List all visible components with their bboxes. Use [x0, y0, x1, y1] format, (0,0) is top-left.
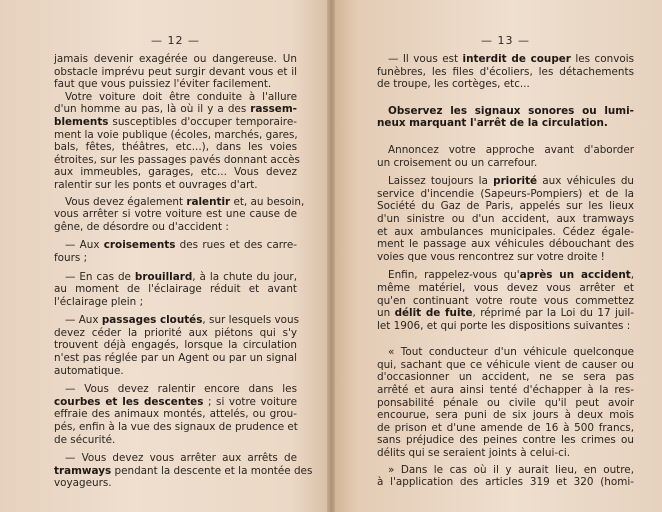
heading-line: Observez les signaux sonores ou lumi- [388, 104, 634, 117]
text-line [377, 307, 634, 320]
text-line: voyageurs. [54, 477, 112, 490]
text-run: — Aux [65, 314, 102, 327]
paragraph-left-1 [54, 53, 297, 91]
paragraph-right-6 [377, 464, 634, 489]
paragraph-right-2 [377, 144, 634, 169]
bold-term: croisements [103, 239, 176, 252]
text-line: » Dans le cas où il y aurait lieu, en outre, [388, 463, 634, 476]
text-line: même matériel, vous devez vous arrêter et [377, 281, 634, 294]
text-line: qui, sachant que ce véhicule vient de causer ou [377, 358, 634, 371]
text-line: — Vous devez vous arrêter aux arrêts de [65, 452, 297, 465]
law-quote [377, 346, 634, 459]
text-line: gêne, de désordre ou d'accident : [54, 220, 229, 233]
text-line: de troupe, les cortèges, etc... [377, 78, 530, 91]
text-line: Annoncez votre approche avant d'aborder [388, 143, 634, 156]
text-run: Enfin, rappelez-vous qu' [388, 269, 520, 282]
bold-term: priorité [493, 175, 538, 188]
text-line: let 1906, et qui porte les dispositions suivantes : [377, 319, 631, 332]
paragraph-right-4 [377, 269, 634, 332]
text-line: trouvent déjà engagés, lorsque la circulation [54, 339, 297, 352]
bold-term: après un accident [519, 269, 631, 282]
text-line: ment la voie publique (écoles, marchés, gares, [54, 128, 298, 141]
text-run: , sur lesquels vous [202, 314, 299, 327]
text-line: automatique. [54, 364, 124, 377]
text-line [54, 103, 297, 116]
text-line: ralentir sur les ponts et ouvrages d'art. [54, 178, 258, 191]
paragraph-left-8 [54, 452, 313, 490]
text-line: aux immeubles, garages, etc... Vous devez [54, 166, 297, 179]
text-line: étroites, sur les passages pavés donnant accès [54, 153, 300, 166]
text-line: ment le passage aux véhicules débouchant des [377, 238, 634, 251]
text-line [54, 396, 297, 409]
bold-term: brouillard [134, 270, 193, 283]
text-line [54, 314, 297, 327]
text-run: des rues et des carre- [175, 239, 297, 252]
text-line: à l'application des articles 319 et 320 (homi- [377, 476, 634, 489]
text-line: et aux ambulances municipales. Cédez égale- [377, 225, 634, 238]
text-line: faut que vous puissiez l'éviter facilement. [54, 78, 272, 91]
text-line: fours ; [54, 251, 88, 264]
paragraph-left-6 [54, 314, 297, 377]
text-line [377, 269, 634, 282]
text-line: obstacle imprévu peut surgir devant vous et il [54, 65, 297, 78]
paragraph-right-1 [377, 53, 634, 91]
bold-term: délit de fuite [394, 307, 473, 320]
text-line: au moment de l'éclairage réduit et avant [54, 283, 297, 296]
text-line: encourue, sera puni de six jours à deux mois [377, 409, 634, 422]
text-run: susceptibles d'occuper temporaire- [108, 115, 297, 128]
text-run: — En cas de [65, 270, 135, 283]
bold-term: rassem- [250, 103, 297, 116]
text-line: vous arrêter si votre voiture est une cause de [54, 208, 297, 221]
bold-term: blements [54, 115, 109, 128]
text-run: — Aux [65, 239, 104, 252]
bold-term: courbes et les descentes [54, 395, 204, 408]
text-line: arrêté et aura ainsi tenté d'échapper à la res- [377, 384, 634, 397]
text-run: ; si votre voiture [203, 395, 297, 408]
text-line: l'éclairage plein ; [54, 295, 144, 308]
text-line: Votre voiture doit être conduite à l'allure [65, 90, 297, 103]
section-heading [377, 105, 634, 130]
text-line [54, 271, 297, 284]
text-run: les convois [570, 53, 634, 65]
text-line: de sécurité. [54, 433, 116, 446]
paragraph-left-5 [54, 271, 297, 309]
text-run: Laissez toujours la [388, 175, 494, 188]
paragraph-left-7 [54, 383, 297, 446]
text-line: n'est pas réglée par un Agent ou par un signal [54, 352, 297, 365]
text-line: « Tout conducteur d'un véhicule quelconque [388, 346, 634, 359]
text-line: jamais devenir exagérée ou dangereuse. Un [54, 53, 297, 65]
page-number-left: — 12 — [151, 34, 200, 47]
page-number-right: — 13 — [481, 34, 530, 47]
text-run: — Il vous est [388, 53, 463, 65]
text-line: funèbres, les files d'écoliers, les détachements [377, 65, 634, 78]
text-line [377, 53, 634, 66]
book-spine [327, 0, 335, 512]
right-page [331, 0, 662, 512]
paragraph-left-2 [54, 90, 300, 192]
text-line: d'un sinistre ou d'un accident, aux tramways [377, 212, 634, 225]
text-line: voies que vous rencontrez sur votre droite ! [377, 250, 605, 263]
text-run: , réprimé par la Loi du 17 juil- [472, 307, 634, 320]
text-run: , à la chute du jour, [192, 270, 297, 283]
paragraph-right-3 [377, 175, 634, 263]
paragraph-left-4 [54, 239, 297, 264]
text-run: aux véhicules du [537, 175, 634, 188]
text-line: qu'en continuant votre route vous commettez [377, 294, 634, 307]
text-run: pendant la descente et la montée des [111, 464, 313, 477]
text-line [54, 195, 305, 209]
text-line [54, 239, 297, 252]
text-line: d'occasionner un accident, ne se sera pas [377, 371, 634, 384]
text-run: Vous devez également [65, 195, 187, 208]
text-run: , [630, 269, 634, 282]
bold-term: interdit de couper [462, 53, 571, 65]
text-line: Société du Gaz de Paris, appelés sur les lieux [377, 200, 634, 213]
text-line [54, 116, 297, 129]
text-line: devez céder la priorité aux piétons qui s'y [54, 326, 297, 339]
text-line [377, 175, 634, 188]
text-line: de prison et d'une amende de 16 à 500 francs, [377, 421, 634, 434]
text-run: un [377, 307, 395, 320]
text-line: effraie des animaux montés, attelés, ou grou- [54, 408, 297, 421]
text-line [54, 464, 313, 478]
text-line: pés, enfin à la vue des signaux de prudence et [54, 421, 298, 434]
text-line: service d'incendie (Sapeurs-Pompiers) et de la [377, 187, 634, 200]
paragraph-left-3 [54, 195, 305, 234]
heading-line: neux marquant l'arrêt de la circulation. [377, 117, 608, 130]
text-line: — Vous devez ralentir encore dans les [65, 383, 297, 396]
text-run: et, au besoin, [230, 195, 305, 208]
bold-term: passages cloutés [101, 314, 203, 327]
text-line: délits qui se seraient joints à celui-ci. [377, 447, 571, 460]
text-line: un croisement ou un carrefour. [377, 156, 538, 169]
bold-term: ralentir [186, 195, 231, 208]
text-line: ponsabilité pénale ou civile qu'il peut avoir [377, 396, 634, 409]
text-line: sans préjudice des peines contre les crimes ou [377, 434, 634, 447]
bold-term: tramways [54, 464, 112, 477]
text-run: d'un homme au pas, là où il y a des [54, 103, 251, 116]
text-line: bals, fêtes, théâtres, etc...), dans les voies [54, 141, 297, 154]
